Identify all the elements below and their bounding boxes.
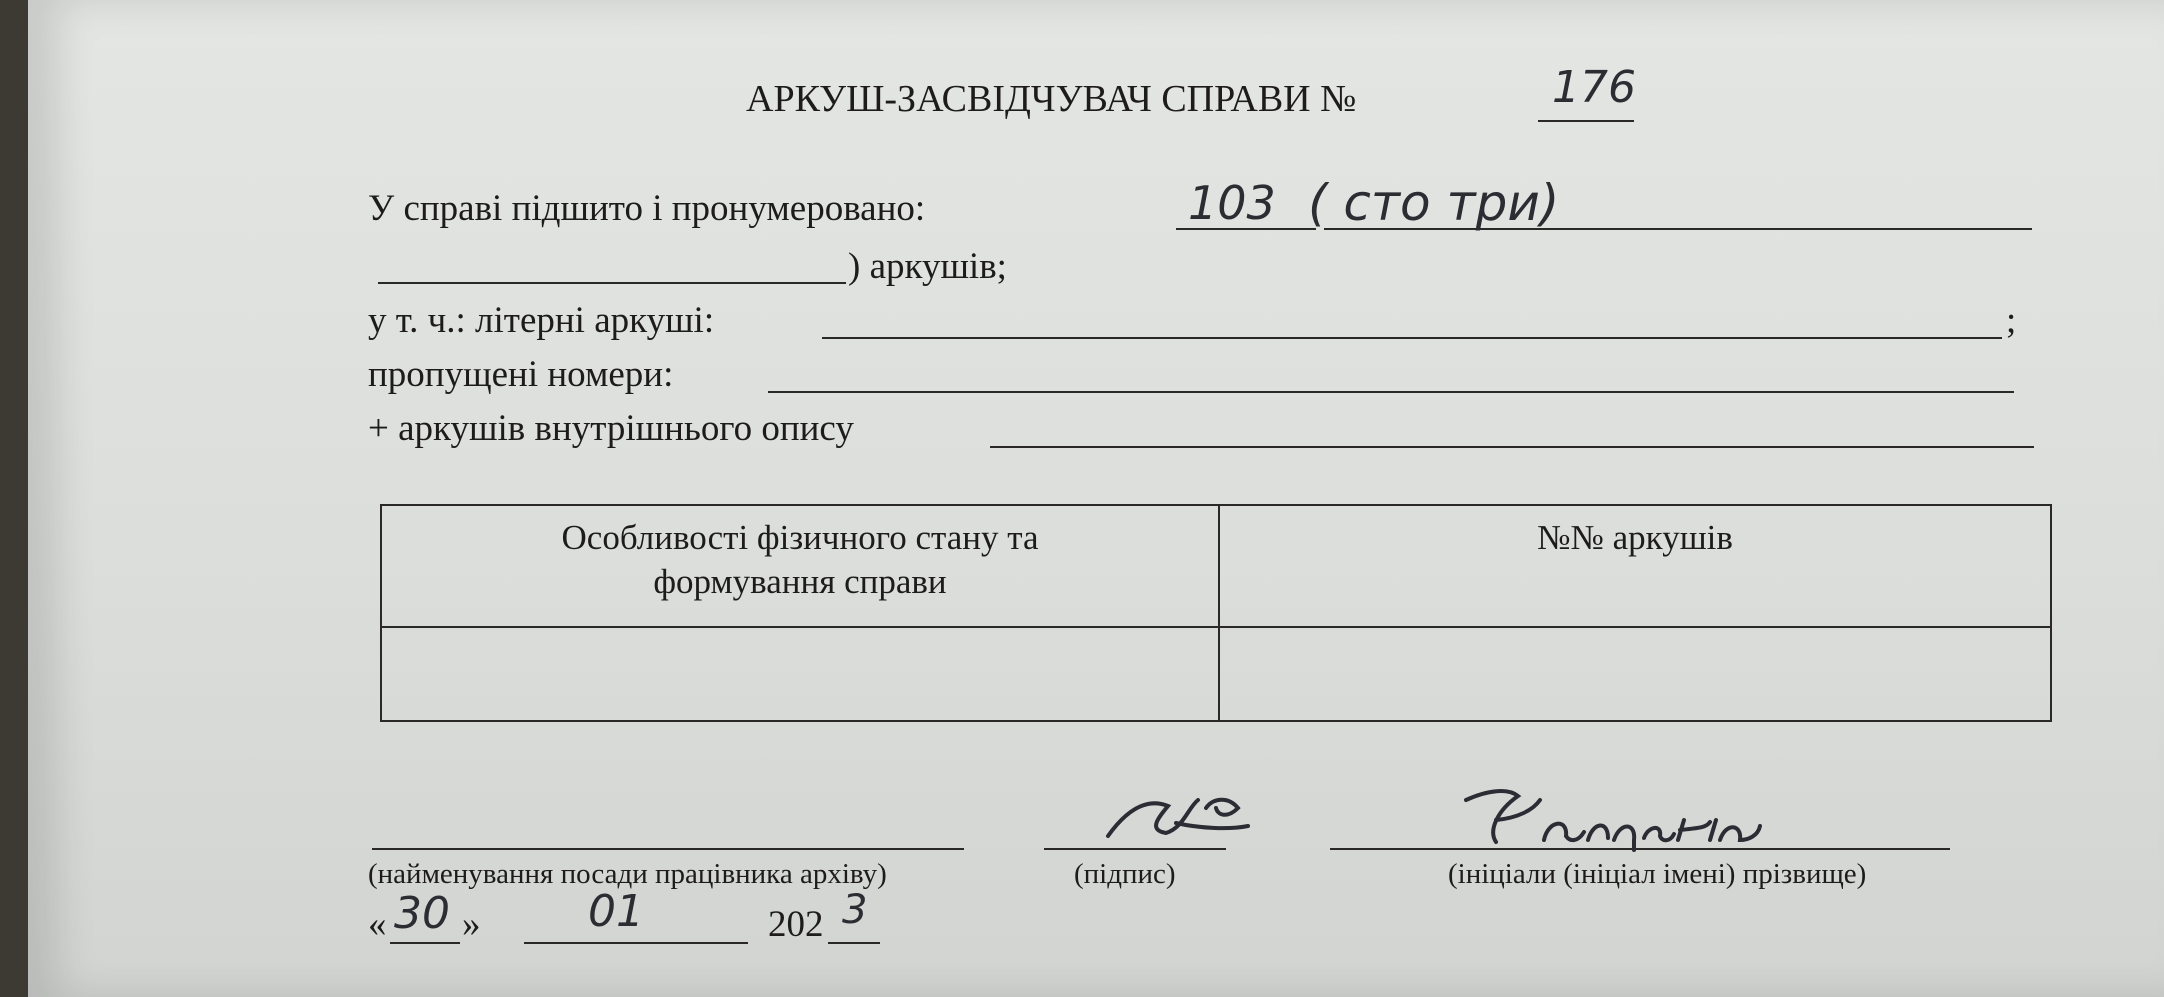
table-header-sheets [1219, 505, 2051, 627]
table-cell-sheets [1219, 627, 2051, 721]
position-caption: (найменування посади працівника архіву) [368, 858, 887, 890]
date-month-line [524, 942, 748, 944]
date-month: 01 [588, 886, 644, 937]
sheets-number: 103 [1188, 176, 1276, 230]
table-header-features-line1: Особливості фізичного стану та [561, 518, 1039, 557]
date-day: 30 [394, 888, 450, 939]
date-year-suffix: 3 [842, 887, 868, 933]
handwritten-surname [1448, 770, 1908, 860]
date-open-quote: « [368, 904, 387, 945]
table-header-sheets-label: №№ аркушів [1537, 518, 1733, 557]
table-row [381, 627, 2051, 721]
sheets-words-line-2 [378, 282, 846, 284]
inventory-label: + аркушів внутрішнього опису [368, 408, 854, 449]
position-line [372, 848, 964, 850]
letter-sheets-line [822, 337, 2002, 339]
sheets-suffix: ) аркушів; [848, 246, 1007, 287]
table-header-features [381, 505, 1219, 627]
signature-caption: (підпис) [1074, 858, 1176, 890]
missing-numbers-label: пропущені номери: [368, 354, 674, 395]
physical-state-table [380, 504, 2052, 722]
name-caption: (ініціали (ініціал імені) прізвище) [1448, 858, 1867, 890]
document-sheet [28, 0, 2164, 997]
table-cell-features [381, 627, 1219, 721]
sheets-words: ( сто три) [1308, 174, 1560, 232]
letter-sheets-end: ; [2006, 300, 2017, 341]
case-number: 176 [1552, 62, 1636, 113]
date-year-prefix: 202 [768, 904, 824, 945]
sheets-label: У справі підшито і пронумеровано: [368, 188, 926, 229]
letter-sheets-label: у т. ч.: літерні аркуші: [368, 300, 715, 341]
date-day-line [390, 942, 460, 944]
case-number-line [1538, 120, 1634, 122]
missing-numbers-line [768, 391, 2014, 393]
table-header-features-line2: формування справи [653, 561, 947, 601]
date-year-line [828, 942, 880, 944]
signature-scribble [1088, 778, 1288, 858]
inventory-line [990, 446, 2034, 448]
date-close-quote: » [462, 904, 481, 945]
document-title: АРКУШ-ЗАСВІДЧУВАЧ СПРАВИ № [746, 78, 1357, 120]
